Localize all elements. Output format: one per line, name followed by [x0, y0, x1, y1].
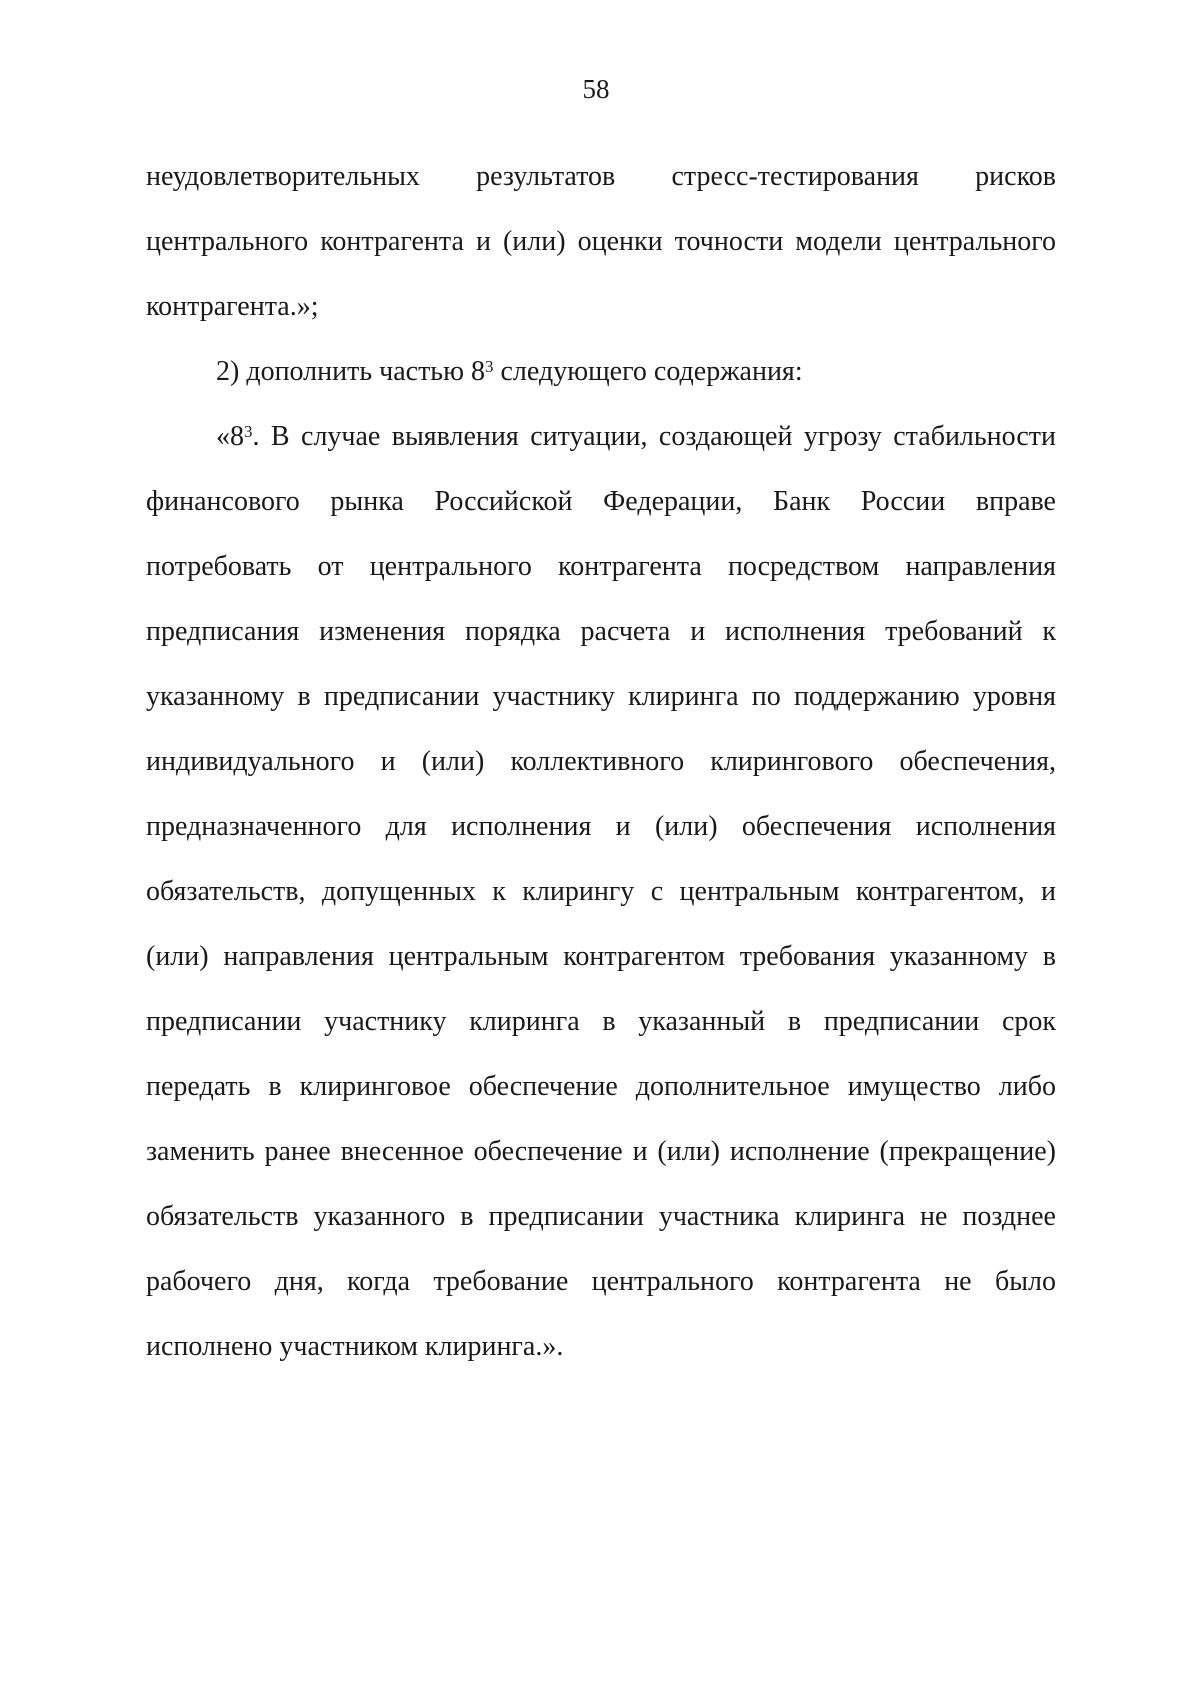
text-line: индивидуального и (или) коллективного клирингового обеспечения, [146, 746, 1056, 777]
quoted-part-8-3 [146, 404, 1056, 1379]
page-number: 58 [582, 74, 610, 104]
superscript: 3 [244, 421, 253, 441]
text-line: центрального контрагента и (или) оценки точности модели центрального [146, 226, 1056, 257]
item-2-text: 2) дополнить частью 8 [216, 356, 485, 387]
body-text [146, 144, 1056, 1379]
text-line: неудовлетворительных результатов стресс-тестирования рисков [146, 161, 1056, 192]
text-line: передать в клиринговое обеспечение дополнительное имущество либо [146, 1071, 1056, 1102]
text-line: контрагента.»; [146, 291, 319, 322]
text-line: финансового рынка Российской Федерации, Банк России вправе [146, 486, 1056, 517]
text-line: обязательств указанного в предписании участника клиринга не позднее [146, 1201, 1056, 1232]
text-line: предписании участнику клиринга в указанный в предписании срок [146, 1006, 1056, 1037]
text-line: предназначенного для исполнения и (или) обеспечения исполнения [146, 811, 1056, 842]
quote-first-line: . В случае выявления ситуации, создающей угрозу стабильности [252, 421, 1056, 452]
text-line: заменить ранее внесенное обеспечение и (или) исполнение (прекращение) [146, 1136, 1056, 1167]
text-line: рабочего дня, когда требование центрального контрагента не было [146, 1266, 1056, 1297]
text-line: предписания изменения порядка расчета и исполнения требований к [146, 616, 1056, 647]
text-line: исполнено участником клиринга.». [146, 1331, 564, 1362]
text-line: (или) направления центральным контрагентом требования указанному в [146, 941, 1056, 972]
superscript: 3 [485, 356, 494, 376]
text-line [146, 404, 1056, 469]
continuation-paragraph [146, 144, 1056, 339]
item-2-paragraph [146, 339, 1056, 404]
item-2-text-rest: следующего содержания: [493, 356, 803, 387]
text-line: указанному в предписании участнику клиринга по поддержанию уровня [146, 681, 1056, 712]
text-line: потребовать от центрального контрагента посредством направления [146, 551, 1056, 582]
text-line: обязательств, допущенных к клирингу с центральным контрагентом, и [146, 876, 1056, 907]
text-line [146, 339, 1056, 404]
quote-opening: «8 [216, 421, 244, 452]
